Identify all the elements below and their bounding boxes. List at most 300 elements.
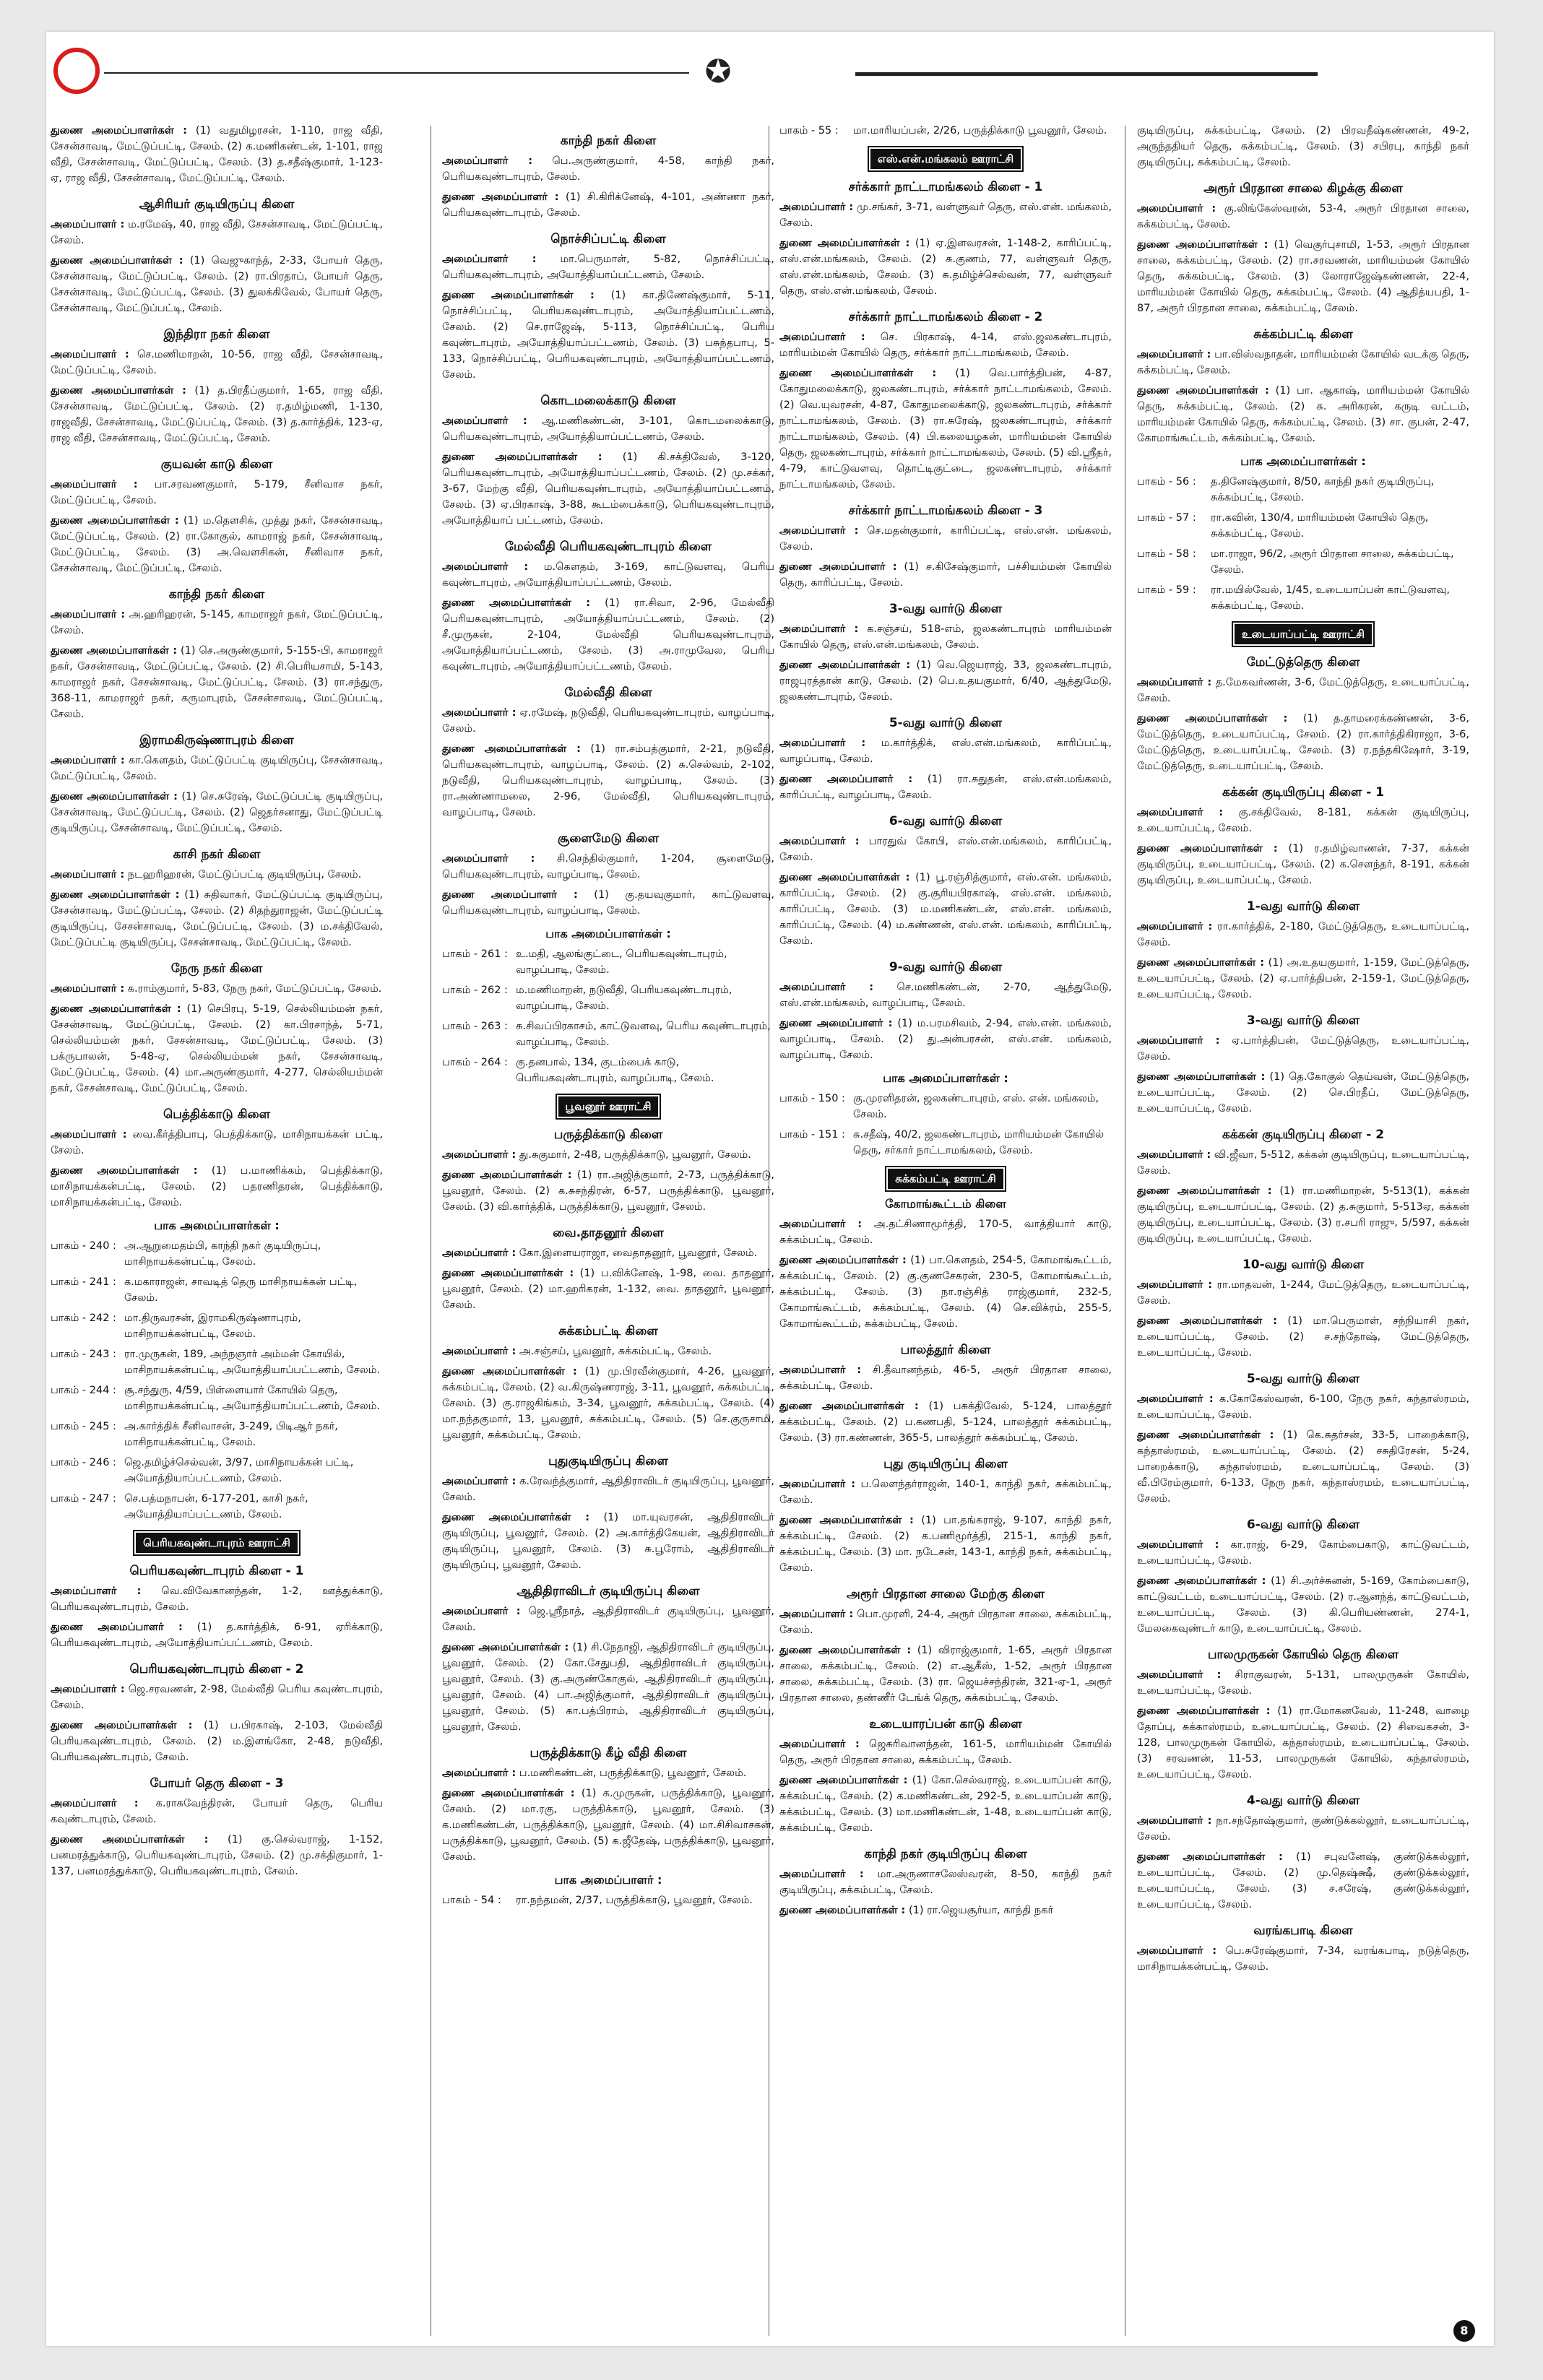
branch-heading: 5-வது வார்டு கிளை xyxy=(1246,1372,1360,1386)
member-entry xyxy=(1137,805,1469,836)
member-detail: வெ.விவேகானந்தன், 1-2, ஊத்துக்காடு, பெரியகவுண்டாபுரம், சேலம். xyxy=(51,1585,383,1613)
branch-heading: 6-வது வார்டு கிளை xyxy=(889,814,1003,828)
member-detail: (1) பா. ஆகாஷ், மாரியம்மன் கோயில் தெரு, சுக்கம்பட்டி, சேலம். (2) சு. அரிகரன், கருடி வட்டம், மாரியம்மன் கோயில் தெரு, சுக்கம்பட்டி, சேலம். (3) சா. குபன், 2-47, கோமாங்கூட்டம், சுக்கம்பட்டி, சேலம். xyxy=(1137,385,1469,444)
member-entry xyxy=(779,1773,1112,1836)
member-detail: (1) ம.பரமசிவம், 2-94, எஸ்.என். மங்கலம், வாழப்பாடி, சேலம். (2) து.அன்பரசன், எஸ்.என். மங்கலம், வாழப்பாடி, சேலம். xyxy=(779,1018,1112,1061)
member-entry xyxy=(51,513,383,576)
member-detail: (1) கி.சக்திவேல், 3-120, பெரியகவுண்டாபுரம், அயோத்தியாப்பட்டணம், சேலம். (2) மு.சக்கர், 3-67, மேற்கு வீதி, பெரியகவுண்டாபுரம், அயோத்தியாப்பட்டணம், சேலம். (3) ஏ.பிரகாஷ், 3-88, கூடம்பைக்காடு, பெரியகவுண்டாபுரம், அயோத்தியாப் பட்டணம், சேலம். xyxy=(442,451,774,527)
page-header xyxy=(46,32,1494,118)
booth-entry xyxy=(51,1238,383,1270)
member-entry xyxy=(1137,1813,1469,1845)
booth-detail: உ.மதி, ஆலங்குட்டை, பெரியகவுண்டாபுரம், வாழப்பாடி, சேலம். xyxy=(516,948,727,976)
member-detail: பெ.அருண்குமார், 4-58, காந்தி நகர், பெரியகவுண்டாபுரம், சேலம். xyxy=(442,155,774,183)
role-label: அமைப்பாளர் : xyxy=(51,219,125,230)
role-label: அமைப்பாளர் : xyxy=(442,155,532,167)
member-detail: பொ.முரளி, 24-4, அரூர் பிரதான சாலை, சுக்கம்பட்டி, சேலம். xyxy=(779,1609,1112,1636)
booth-label: பாகம் - 264 : xyxy=(442,1057,508,1068)
sub-heading: கோமாங்கூட்டம் கிளை xyxy=(885,1197,1006,1211)
role-label: துணை அமைப்பாளர்கள் : xyxy=(442,1512,589,1523)
branch-heading: பாலமுருகன் கோயில் தெரு கிளை xyxy=(1207,1648,1399,1662)
role-label: அமைப்பாளர் : xyxy=(1137,1539,1219,1551)
booth-detail: ஜெ.தமிழ்ச்செல்வன், 3/97, மாசிநாயக்கன் பட்டி, அயோத்தியாப்பட்டணம், சேலம். xyxy=(124,1457,354,1484)
booth-entry xyxy=(51,1419,383,1450)
member-detail: (1) ரா.ஜெயசூர்யா, காந்தி நகர் xyxy=(908,1905,1054,1916)
role-label: துணை அமைப்பாளர்கள் : xyxy=(442,1788,575,1799)
branch-heading: 9-வது வார்டு கிளை xyxy=(889,960,1003,974)
role-label: துணை அமைப்பாளர்கள் : xyxy=(51,1834,209,1845)
booth-label: பாகம் - 240 : xyxy=(51,1240,116,1252)
member-entry xyxy=(1137,347,1469,378)
booth-label: பாகம் - 59 : xyxy=(1137,584,1196,596)
booth-detail: ம.மணிமாறன், நடுவீதி, பெரியகவுண்டாபுரம், வாழப்பாடி, சேலம். xyxy=(516,985,732,1012)
member-detail: வி.ஜீவா, 5-512, கக்கன் குடியிருப்பு, உடையாப்பட்டி, சேலம். xyxy=(1137,1149,1469,1177)
branch-heading: பெத்திக்காடு கிளை xyxy=(163,1107,270,1122)
member-detail: (1) பா.கௌதம், 254-5, கோமாங்கூட்டம், சுக்கம்பட்டி, சேலம். (2) கு.குணசேகரன், 230-5, கோமாங்கூட்டம், சுக்கம்பட்டி, சேலம். (3) நா.ரஞ்சித் ராஜ்குமார், 232-5, கோமாங்கூட்டம், சுக்கம்பட்டி, சேலம். (4) செ.விக்ரம், 255-5, கோமாங்கூட்டம், சுக்கம்பட்டி, சேலம். xyxy=(779,1255,1112,1330)
member-entry xyxy=(779,199,1112,231)
member-entry xyxy=(1137,1427,1469,1507)
member-entry xyxy=(51,253,383,316)
role-label: துணை அமைப்பாளர்கள் : xyxy=(1137,1185,1272,1197)
booth-entry xyxy=(442,1892,774,1908)
role-label: அமைப்பாளர் : xyxy=(1137,203,1216,215)
member-entry xyxy=(779,1513,1112,1576)
role-label: துணை அமைப்பாளர்கள் : xyxy=(1137,1705,1271,1717)
booth-detail: ரா.முருகன், 189, அந்நஞார் அம்மன் கோயில், மாசிநாயக்கன்பட்டி, அயோத்தியாப்பட்டணம், சேலம். xyxy=(124,1349,380,1376)
branch-heading: மேல்வீதி பெரியகவுண்டாபுரம் கிளை xyxy=(504,540,712,554)
booth-detail: கு.தனபால், 134, குடம்பைக் காடு, பெரியகவுண்டாபுரம், வாழப்பாடி, சேலம். xyxy=(516,1057,714,1084)
role-label: அமைப்பாளர் : xyxy=(442,1346,517,1357)
member-entry xyxy=(1137,1391,1469,1423)
role-label: அமைப்பாளர் : xyxy=(51,1129,127,1141)
role-label: துணை அமைப்பாளர்கள் : xyxy=(51,385,186,397)
role-label: துணை அமைப்பாளர்கள் : xyxy=(1137,239,1268,251)
branch-heading: ஆசிரியர் குடியிருப்பு கிளை xyxy=(139,197,295,212)
booth-label: பாகம் - 241 : xyxy=(51,1276,116,1288)
member-entry xyxy=(1137,1183,1469,1247)
branch-heading: சூளைமேடு கிளை xyxy=(558,831,659,846)
role-label: அமைப்பாளர் : xyxy=(51,755,125,766)
member-detail: ஜெ.ஸ்ரீநாத், ஆதிதிராவிடர் குடியிருப்பு, பூவனூர், சேலம். xyxy=(442,1606,774,1633)
booth-entry xyxy=(442,946,774,978)
role-label: அமைப்பாளர் : xyxy=(51,609,126,620)
member-detail: (1) வெ.ஜெயராஜ், 33, ஜலகண்டாபுரம், ராஜபுரத்தான் காடு, சேலம். (2) பெ.உதயகுமார், 6/40, ஆத்துமேடு, ஜலகண்டாபுரம், சேலம். xyxy=(779,659,1112,703)
member-detail: (1) ரா.சிவா, 2-96, மேல்வீதி பெரியகவுண்டாபுரம், அயோத்தியாப்பட்டணம், சேலம். (2) சீ.முருகன், 2-104, மேல்வீதி பெரியகவுண்டாபுரம், அயோத்தியாப்பட்டணம், சேலம். (3) அ.ராமுவேல, பெரிய கவுண்டாபுரம், அயோத்தியாப்பட்டணம், சேலம். xyxy=(442,597,774,672)
branch-heading: மேட்டுத்தெரு கிளை xyxy=(1246,655,1360,670)
member-entry xyxy=(779,1866,1112,1898)
member-entry xyxy=(442,251,774,283)
booth-label: பாகம் - 263 : xyxy=(442,1021,508,1032)
role-label: அமைப்பாளர் : xyxy=(779,1869,864,1880)
member-detail: (1) த.தாமரைக்கண்ணன், 3-6, மேட்டுத்தெரு, உடையாப்பட்டி, சேலம். (2) ரா.கார்த்திகிராஜா, 3-6, மேட்டுத்தெரு, உடையாப்பட்டி, சேலம். (3) ர.நந்தகிஷோர், 3-19, மேட்டுத்தெரு, உடையாப்பட்டி, சேலம். xyxy=(1137,713,1469,772)
member-detail: (1) ம.தெளசிக், முத்து நகர், சேசன்சாவடி, மேட்டுப்பட்டி, சேலம். (2) ரா.கோகுல், காமராஜ் நகர், சேசன்சாவடி, மேட்டுப்பட்டி, சேலம். (3) அ.வெளசிகன், சீனிவாச நகர், சேசன்சாவடி, மேட்டுப்பட்டி, சேலம். xyxy=(51,515,383,574)
member-detail: ஏ.பார்த்திபன், மேட்டுத்தெரு, உடையாப்பட்டி, சேலம். xyxy=(1137,1035,1469,1063)
booth-entry xyxy=(51,1346,383,1378)
role-label: அமைப்பாளர் : xyxy=(442,1767,517,1779)
booth-label: பாகம் - 261 : xyxy=(442,948,508,960)
role-label: துணை அமைப்பாளர்கள் : xyxy=(51,255,183,267)
branch-heading: நொச்சிப்பட்டி கிளை xyxy=(550,232,666,246)
role-label: அமைப்பாளர் : xyxy=(442,1476,517,1487)
branch-heading: உடையாரப்பன் காடு கிளை xyxy=(869,1717,1022,1731)
branch-heading: குயவன் காடு கிளை xyxy=(160,457,273,472)
member-detail: பா.சரவணகுமார், 5-179, சீனிவாச நகர், மேட்டுப்பட்டி, சேலம். xyxy=(51,479,383,506)
role-label: அமைப்பாளர் : xyxy=(779,982,874,993)
branch-heading: பெரியகவுண்டாபுரம் கிளை - 2 xyxy=(129,1662,304,1676)
member-entry xyxy=(442,1765,774,1781)
booth-entry xyxy=(442,982,774,1014)
member-detail: (1) மா.யுவரசன், ஆதிதிராவிடர் குடியிருப்பு, பூவனூர், சேலம். (2) அ.கார்த்திகேயன், ஆதிதிராவிடர் குடியிருப்பு, பூவனூர், சேலம். (3) சு.பூரோம், ஆதிதிராவிடர் குடியிருப்பு, பூவனூர், சேலம். xyxy=(442,1512,774,1571)
role-label: அமைப்பாளர் : xyxy=(1137,1815,1212,1827)
member-detail: செ.மதன்குமார், காரிப்பட்டி, எஸ்.என். மங்கலம், சேலம். xyxy=(779,525,1112,553)
role-label: அமைப்பாளர் : xyxy=(1137,349,1211,360)
booth-entry xyxy=(779,1091,1112,1122)
member-detail: கா.ராஜ், 6-29, கோம்பைகாடு, காட்டுவட்டம், உடையாப்பட்டி, சேலம். xyxy=(1137,1539,1469,1567)
member-entry xyxy=(51,383,383,446)
member-entry xyxy=(442,705,774,737)
member-entry xyxy=(51,1682,383,1713)
role-label: துணை அமைப்பாளர்கள் : xyxy=(442,1366,577,1377)
role-label: அமைப்பாளர் : xyxy=(779,623,859,635)
member-detail: (1) செ.அருண்குமார், 5-155-பி, காமராஜர் நகர், சேசன்சாவடி, மேட்டுப்பட்டி, சேலம். (2) சி.பெரியசாமி, 5-143, காமராஜர் நகர், சேசன்சாவடி, மேட்டுப்பட்டி, சேலம். (3) ரா.சந்துரு, 368-11, காமராஜர் நகர், கருமாபுரம், சேசன்சாவடி, மேட்டுப்பட்டி, சேலம். xyxy=(51,645,383,720)
member-entry xyxy=(51,1796,383,1827)
booth-entry xyxy=(51,1382,383,1414)
member-entry xyxy=(442,153,774,185)
role-label: துணை அமைப்பாளர்கள் : xyxy=(51,1003,181,1015)
role-label: அமைப்பாளர் : xyxy=(779,1609,854,1620)
role-label: துணை அமைப்பாளர்கள் : xyxy=(779,1515,914,1526)
member-entry xyxy=(779,834,1112,865)
member-entry xyxy=(1137,1537,1469,1569)
member-detail: (1) விராஜ்குமார், 1-65, அரூர் பிரதான சாலை, சுக்கம்பட்டி, சேலம். (2) எ.ஆகீஸ், 1-52, அரூர் பிரதான சாலை, சுக்கம்பட்டி, சேலம். (3) ரா. ஜெயச்சந்திரன், 321-ஏ-1, அரூர் பிரதான சாலை, தண்ணீர் டேங்க் தெரு, சுக்கம்பட்டி, சேலம். xyxy=(779,1645,1112,1704)
role-label: துணை அமைப்பாளர்கள் : xyxy=(442,1268,574,1279)
role-label: துணை அமைப்பாளர்கள் : xyxy=(51,1165,198,1177)
booth-detail: மா.மாரியப்பன், 2/26, பருத்திக்காடு பூவனூர், சேலம். xyxy=(853,125,1107,137)
section-banner: சுக்கம்பட்டி ஊராட்சி xyxy=(888,1169,1003,1189)
member-detail: (1) சி.நேதாஜி, ஆதிதிராவிடர் குடியிருப்பு, பூவனூர், சேலம். (2) கோ.சேதுபதி, ஆதிதிராவிடர் குடியிருப்பு, பூவனூர், சேலம். (3) கு.அருண்கோகுல், ஆதிதிராவிடர் குடியிருப்பு, பூவனூர், சேலம். (4) பா.அஜித்குமார், ஆதிதிராவிடர் குடியிருப்பு, பூவனூர், சேலம். (5) கா.பத்பிராம், ஆதிதிராவிடர் குடியிருப்பு, பூவனூர், சேலம். xyxy=(442,1642,774,1733)
member-detail: (1) பசுக்திவேல், 5-124, பாலத்தூர் சுக்கம்பட்டி, சேலம். (2) ப.கணபதி, 5-124, பாலத்தூர் சுக்கம்பட்டி, சேலம். (3) ரா.கண்ணன், 365-5, பாலத்தூர் சுக்கம்பட்டி, சேலம். xyxy=(779,1401,1112,1444)
role-label: அமைப்பாளர் : xyxy=(442,707,517,719)
role-label: அமைப்பாளர் : xyxy=(51,869,125,880)
role-label: அமைப்பாளர் : xyxy=(779,1219,863,1230)
member-entry xyxy=(779,235,1112,299)
member-entry xyxy=(779,1903,1112,1918)
section-banner: பூவனூர் ஊராட்சி xyxy=(558,1096,659,1117)
booth-entry xyxy=(779,1127,1112,1159)
branch-heading: சுக்கம்பட்டி கிளை xyxy=(558,1324,658,1338)
member-detail: ப.மணிகண்டன், பருத்திக்காடு, பூவனூர், சேலம். xyxy=(519,1767,747,1779)
member-entry xyxy=(442,189,774,221)
booth-label: பாகம் - 244 : xyxy=(51,1385,116,1396)
sub-heading: பாக அமைப்பாளர்கள் : xyxy=(154,1219,280,1232)
member-entry xyxy=(51,607,383,639)
member-detail: க.ராம்குமார், 5-83, நேரு நகர், மேட்டுப்பட்டி, சேலம். xyxy=(127,983,382,995)
member-entry xyxy=(779,1398,1112,1446)
member-detail: (1) மா.பெருமாள், சந்நியாசி நகர், உடையாப்பட்டி, சேலம். (2) ச.சந்தோஷ், மேட்டுத்தெரு, உடையாப்பட்டி, சேலம். xyxy=(1137,1315,1469,1359)
role-label: அமைப்பாளர் : xyxy=(51,479,138,490)
branch-heading: ஆதிதிராவிடர் குடியிருப்பு கிளை xyxy=(517,1584,700,1598)
member-detail: (1) கு.தயவுகுமார், காட்டுவளவு, பெரியகவுண்டாபுரம், வாழப்பாடி, சேலம். xyxy=(442,889,774,917)
branch-heading: 1-வது வார்டு கிளை xyxy=(1246,899,1360,914)
member-entry xyxy=(1137,955,1469,1003)
member-entry xyxy=(51,981,383,997)
member-detail: ஜெ.சரவணன், 2-98, மேல்வீதி பெரிய கவுண்டாபுரம், சேலம். xyxy=(51,1684,383,1711)
member-detail: ஆ.மணிகண்டன், 3-101, கொடமலைக்காடு, பெரியகவுண்டாபுரம், அயோத்தியாப்பட்டணம், சேலம். xyxy=(442,415,774,443)
member-entry xyxy=(51,789,383,836)
role-label: அமைப்பாளர் : xyxy=(442,1247,517,1259)
booth-detail: க.மகாராஜன், சாவடித் தெரு மாசிநாயக்கன் பட்டி, சேலம். xyxy=(124,1276,358,1304)
role-label: அமைப்பாளர் : xyxy=(442,561,529,573)
member-detail: (1) ர.தமிழ்வாணன், 7-37, கக்கன் குடியிருப்பு, உடையாப்பட்டி, சேலம். (2) க.செளந்தர், 8-191, கக்கன் குடியிருப்பு, உடையாப்பட்டி, சேலம். xyxy=(1137,843,1469,886)
branch-heading: மேல்வீதி கிளை xyxy=(564,685,652,700)
booth-label: பாகம் - 262 : xyxy=(442,985,508,996)
role-label: அமைப்பாளர் : xyxy=(779,737,866,749)
member-detail: கு.லிங்கேஸ்வரன், 53-4, அரூர் பிரதான சாலை, சுக்கம்பட்டி, சேலம். xyxy=(1137,203,1469,230)
branch-heading: காந்தி நகர் குடியிருப்பு கிளை xyxy=(864,1847,1027,1861)
member-entry xyxy=(51,753,383,784)
member-entry xyxy=(779,771,1112,803)
member-entry xyxy=(51,867,383,883)
sub-heading: பாக அமைப்பாளர்கள் : xyxy=(1240,454,1366,468)
member-entry xyxy=(779,1476,1112,1508)
member-entry xyxy=(51,1127,383,1159)
branch-heading: பெரியகவுண்டாபுரம் கிளை - 1 xyxy=(129,1564,304,1578)
role-label: துணை அமைப்பாளர்கள் : xyxy=(1137,957,1265,969)
member-detail: சி.செந்தில்குமார், 1-204, சூளைமேடு, பெரியகவுண்டாபுரம், வாழப்பாடி, சேலம். xyxy=(442,853,774,880)
role-label: துணை அமைப்பாளர்கள் : xyxy=(442,1642,569,1653)
booth-detail: ரா.மயில்வேல், 1/45, உடையாப்பன் காட்டுவளவு, சுக்கம்பட்டி, சேலம். xyxy=(1211,584,1450,612)
role-label: அமைப்பாளர் : xyxy=(1137,1149,1211,1161)
member-detail: (1) கு.செல்வராஜ், 1-152, பனமரத்துக்காடு, பெரியகவுண்டாபுரம், சேலம். (2) மு.சக்திகுமார், 1-137, பனமரத்துக்காடு, பெரியகவுண்டாபுரம், சேலம். xyxy=(51,1834,383,1877)
member-entry xyxy=(1137,1069,1469,1117)
member-entry xyxy=(1137,1667,1469,1699)
member-entry xyxy=(442,449,774,529)
member-entry xyxy=(779,1736,1112,1768)
member-detail: (1) பா.தங்கராஜ், 9-107, காந்தி நகர், சுக்கம்பட்டி, சேலம். (2) க.பணிமூர்த்தி, 215-1, காந்தி நகர், சுக்கம்பட்டி, சேலம். (3) மா. நடேசன், 143-1, காந்தி நகர், சுக்கம்பட்டி, சேலம். xyxy=(779,1515,1112,1574)
role-label: அமைப்பாளர் : xyxy=(779,202,854,213)
role-label: துணை அமைப்பாளர்கள் : xyxy=(51,515,179,527)
branch-heading: பாலத்தூர் கிளை xyxy=(900,1343,991,1357)
booth-label: பாகம் - 56 : xyxy=(1137,476,1196,488)
page-number: 8 xyxy=(1453,2320,1475,2342)
branch-heading: சர்க்கார் நாட்டாமங்கலம் கிளை - 1 xyxy=(848,180,1043,194)
member-detail: ப.லௌந்தர்ராஜன், 140-1, காந்தி நகர், சுக்கம்பட்டி, சேலம். xyxy=(779,1479,1112,1506)
section-banner: பெரியகவுண்டாபுரம் ஊராட்சி xyxy=(136,1533,298,1553)
member-entry xyxy=(442,1510,774,1573)
branch-heading: சர்க்கார் நாட்டாமங்கலம் கிளை - 3 xyxy=(848,503,1043,518)
member-detail: சிராகுவரன், 5-131, பாலமுருகன் கோயில், உடையாப்பட்டி, சேலம். xyxy=(1137,1669,1469,1697)
booth-detail: மா.திருவரசன், இராமகிருஷ்ணாபுரம், மாசிநாயக்கன்பட்டி, சேலம். xyxy=(124,1312,301,1340)
member-detail: (1) க.முருகன், பருத்திக்காடு, பூவனூர், சேலம். (2) மா.ரகு, பருத்திக்காடு, பூவனூர், சேலம். (3) க.மணிகண்டன், பருத்திக்காடு, பூவனூர், சேலம். (4) மா.சிசிவாசகன், பருத்திக்காடு, பூவனூர், சேலம். (5) க.ஜீதேஷ், பருத்திக்காடு, பூவனூர், சேலம். xyxy=(442,1788,774,1863)
member-detail: ம.கௌதம், 3-169, காட்டுவளவு, பெரிய கவுண்டாபுரம், அயோத்தியாப்பட்டணம், சேலம். xyxy=(442,561,774,589)
member-detail: (1) வெ.பார்த்திபன், 4-87, கோதுமலைக்காடு, ஜலகண்டாபுரம், சர்க்கார் நாட்டாமங்கலம், சேலம். (2) வெ.யுவரசன், 4-87, கோதுமலைக்காடு, ஜலகண்டாபுரம், சர்க்கார் நாட்டாமங்கலம், சேலம். (3) ரா.சுரேஷ், ஜலகண்டாபுரம், சர்க்கார் நாட்டாமங்கலம், சேலம். (4) பி.கலையழகன், மாரியம்மன் கோயில் தெரு, ஜலகண்டாபுரம், சர்க்கார் நாட்டாமங்கலம், சேலம். (5) வி.ஸ்ரீதர், 4-79, காட்டுவளவு, தொட்டிகுட்டை, ஜலகண்டாபுரம், சர்க்கார் நாட்டாமங்கலம், சேலம். xyxy=(779,368,1112,490)
role-label: துணை அமைப்பாளர்கள் : xyxy=(1137,385,1269,397)
role-label: அமைப்பாளர் : xyxy=(1137,1393,1214,1405)
booth-entry xyxy=(1137,546,1469,578)
member-detail: நடஹரிஹரன், மேட்டுப்பட்டி குடியிருப்பு, சேலம். xyxy=(127,869,362,880)
member-detail: (1) அ.உதயகுமார், 1-159, மேட்டுத்தெரு, உடையாப்பட்டி, சேலம். (2) ஏ.பார்த்திபன், 2-159-1, மேட்டுத்தெரு, உடையாப்பட்டி, சேலம். xyxy=(1137,957,1469,1000)
member-detail: க.சஞ்சய், 518-எம், ஜலகண்டாபுரம் மாரியம்மன் கோயில் தெரு, எஸ்.என்.மங்கலம், சேலம். xyxy=(779,623,1112,651)
member-entry xyxy=(1137,1849,1469,1913)
branch-heading: இந்திரா நகர் கிளை xyxy=(163,327,270,342)
member-entry xyxy=(779,1643,1112,1706)
role-label: துணை அமைப்பாளர்கள் : xyxy=(779,659,911,671)
member-detail: (1) த.பிரதீப்குமார், 1-65, ராஜ வீதி, சேசன்சாவடி, மேட்டுப்பட்டி, சேலம். (2) ர.தமிழ்மணி, 1-130, ராஜவீதி, சேசன்சாவடி, மேட்டுப்பட்டி, சேலம். (3) த.கார்த்திக், 123-ஏ, ராஜ வீதி, சேசன்சாவடி, மேட்டுப்பட்டி, சேலம். xyxy=(51,385,383,444)
role-label: அமைப்பாளர் : xyxy=(779,1479,856,1490)
member-entry xyxy=(442,1343,774,1359)
member-detail: க.ராசுவேந்திரன், போயர் தெரு, பெரிய கவுண்டாபுரம், சேலம். xyxy=(51,1798,383,1825)
role-label: துணை அமைப்பாளர் : xyxy=(442,191,559,203)
member-detail: பாரதுவ் கோபி, எஸ்.என்.மங்கலம், காரிப்பட்டி, சேலம். xyxy=(779,836,1112,863)
member-detail: செ.மணிகண்டன், 2-70, ஆத்துமேடு, எஸ்.என்.மங்கலம், வாழப்பாடி, சேலம். xyxy=(779,982,1112,1009)
booth-label: பாகம் - 150 : xyxy=(779,1093,845,1104)
branch-heading: வை.தாதனூர் கிளை xyxy=(553,1226,664,1240)
member-entry xyxy=(442,1147,774,1163)
member-entry xyxy=(779,735,1112,767)
section-banner: எஸ்.என்.மங்கலம் ஊராட்சி xyxy=(870,149,1021,169)
branch-heading: காந்தி நகர் கிளை xyxy=(168,587,265,602)
member-entry xyxy=(442,1474,774,1505)
role-label: அமைப்பாளர் : xyxy=(442,254,537,265)
member-entry xyxy=(51,887,383,951)
member-detail: ரா.மாதவன், 1-244, மேட்டுத்தெரு, உடையாப்பட்டி, சேலம். xyxy=(1137,1279,1469,1307)
role-label: அமைப்பாளர் : xyxy=(51,983,125,995)
member-entry xyxy=(779,559,1112,591)
role-label: அமைப்பாளர் : xyxy=(51,349,129,360)
text-column-4 xyxy=(1137,123,1469,2326)
member-entry xyxy=(1137,1573,1469,1637)
branch-heading: 5-வது வார்டு கிளை xyxy=(889,716,1003,730)
booth-entry xyxy=(779,123,1112,139)
booth-label: பாகம் - 246 : xyxy=(51,1457,116,1468)
role-label: துணை அமைப்பாளர்கள் : xyxy=(442,1169,572,1181)
booth-entry xyxy=(442,1055,774,1086)
member-entry xyxy=(442,851,774,883)
member-detail: து.சுகுமார், 2-48, பருத்திக்காடு, பூவனூர், சேலம். xyxy=(519,1149,751,1161)
role-label: துணை அமைப்பாளர்கள் : xyxy=(1137,1315,1277,1327)
member-detail: கோ.இளையராஜா, வைதாதனூர், பூவனூர், சேலம். xyxy=(519,1247,758,1259)
member-entry xyxy=(779,1606,1112,1638)
member-entry xyxy=(442,1245,774,1261)
booth-detail: சு.சதீஷ், 40/2, ஜலகண்டாபுரம், மாரியம்மன் கோயில் தெரு, சர்கார் நாட்டாமங்கலம், சேலம். xyxy=(853,1129,1105,1156)
text-column-2 xyxy=(442,123,774,2326)
branch-heading: இராமகிருஷ்ணாபுரம் கிளை xyxy=(139,733,294,748)
branch-heading: 3-வது வார்டு கிளை xyxy=(1246,1013,1360,1028)
member-detail: ஏ.ரமேஷ், நடுவீதி, பெரியகவுண்டாபுரம், வாழப்பாடி, சேலம். xyxy=(442,707,774,735)
member-entry xyxy=(779,657,1112,705)
member-detail: சி.தீவானந்தம், 46-5, அரூர் பிரதான சாலை, சுக்கம்பட்டி, சேலம். xyxy=(779,1364,1112,1392)
role-label: துணை அமைப்பாளர் : xyxy=(51,1622,183,1633)
member-detail: கு.சக்திவேல், 8-181, கக்கன் குடியிருப்பு, உடையாப்பட்டி, சேலம். xyxy=(1137,807,1469,834)
role-label: அமைப்பாளர் : xyxy=(1137,807,1224,818)
member-detail: (1) வதுமிழரசன், 1-110, ராஜ வீதி, சேசன்சாவடி, மேட்டுப்பட்டி, சேலம். (2) க.மணிகண்டன், 1-101, ராஜ வீதி, சேசன்சாவடி, மேட்டுப்பட்டி, சேலம். (3) த.சதீஷ்குமார், 1-123-ஏ, ராஜ வீதி, சேசன்சாவடி, மேட்டுப்பட்டி, சேலம். xyxy=(51,125,383,184)
booth-entry xyxy=(1137,510,1469,542)
role-label: துணை அமைப்பாளர்கள் : xyxy=(779,1645,912,1656)
member-entry xyxy=(1137,123,1469,170)
member-detail: (1) வெஜுகாந்த், 2-33, போயர் தெரு, சேசன்சாவடி, மேட்டுப்பட்டி, சேலம். (2) ரா.பிரதாப், போயர் தெரு, சேசன்சாவடி, மேட்டுப்பட்டி, சேலம். (3) துலக்கிவேல், போயர் தெரு, சேசன்சாவடி, மேட்டுப்பட்டி, சேலம். xyxy=(51,255,383,314)
member-entry xyxy=(442,595,774,675)
member-detail: (1) ப.பிரகாஷ், 2-103, மேல்வீதி பெரியகவுண்டாபுரம், சேலம். (2) ம.இளங்கோ, 2-48, நடுவீதி, பெரியகவுண்டாபுரம், சேலம். xyxy=(51,1720,383,1763)
booth-detail: சு.சிவப்பிரகாசம், காட்டுவளவு, பெரிய கவுண்டாபுரம், வாழப்பாடி, சேலம். xyxy=(516,1021,771,1048)
member-detail: (1) மு.பிரவீன்குமார், 4-26, பூவனூர், சுக்கம்பட்டி, சேலம். (2) வ.கிருஷ்ணராஜ், 3-11, பூவனூர், சுக்கம்பட்டி, சேலம். (3) கு.ராஜகிங்கம், 3-34, பூவனூர், சுக்கம்பட்டி, சேலம். (4) மா.நந்தகுமார், 13, பூவனூர், சுக்கம்பட்டி, சேலம். (5) செ.குருசாமி, பூவனூர், சுக்கம்பட்டி, சேலம். xyxy=(442,1366,774,1441)
member-detail: (1) வெகுர்புசாமி, 1-53, அரூர் பிரதான சாலை, சுக்கம்பட்டி, சேலம். (2) ரா.சரவணன், மாரியம்மன் கோயில் தெரு, சுக்கம்பட்டி, சேலம். (3) லோராஜேஷ்கண்ணன், 22-4, மாரியம்மன் கோயில் தெரு, சுக்கம்பட்டி, சேலம். (4) ஆதித்யபதி, 1-87, அரூர் பிரதான சாலை, சுக்கம்பட்டி, சேலம். xyxy=(1137,239,1469,314)
branch-heading: கக்கன் குடியிருப்பு கிளை - 2 xyxy=(1222,1128,1385,1142)
booth-entry xyxy=(51,1310,383,1342)
member-entry xyxy=(779,1362,1112,1394)
member-entry xyxy=(779,365,1112,493)
member-entry xyxy=(1137,1313,1469,1361)
member-detail: ஜெசுரிவானந்தன், 161-5, மாரியம்மன் கோயில் தெரு, அரூர் பிரதான சாலை, சுக்கம்பட்டி, சேலம். xyxy=(779,1739,1112,1766)
member-entry xyxy=(51,1163,383,1211)
branch-heading: பருத்திக்காடு கிளை xyxy=(553,1128,663,1142)
member-entry xyxy=(1137,1033,1469,1065)
member-entry xyxy=(1137,383,1469,446)
role-label: அமைப்பாளர் : xyxy=(779,525,859,537)
role-label: துணை அமைப்பாளர்கள் : xyxy=(1137,843,1278,854)
member-entry xyxy=(442,1364,774,1443)
role-label: துணை அமைப்பாளர்கள் : xyxy=(442,597,591,609)
member-entry xyxy=(51,347,383,378)
member-detail: (1) கெ.சுதர்சன், 33-5, பாறைக்காடு, கந்தாஸ்ரமம், உடையாப்பட்டி, சேலம். (2) சசுதிரேசன், 5-24, பாறைக்காடு, கந்தாஸ்ரமம், உடையாப்பட்டி, சேலம். (3) வீ.பிரேம்குமார், 6-133, நேரு நகர், கந்தாஸ்ரமம், உடையாப்பட்டி, சேலம். xyxy=(1137,1429,1469,1505)
member-entry xyxy=(1137,711,1469,774)
member-detail: (1) சி.கிரிக்னேஷ், 4-101, அண்ணா நகர், பெரியகவுண்டாபுரம், சேலம். xyxy=(442,191,774,219)
role-label: துணை அமைப்பாளர்கள் : xyxy=(779,1775,908,1786)
member-entry xyxy=(51,1583,383,1615)
role-label: துணை அமைப்பாளர்கள் : xyxy=(51,1720,193,1731)
red-circle-logo xyxy=(53,48,100,94)
member-entry xyxy=(1137,201,1469,233)
role-label: துணை அமைப்பாளர்கள் : xyxy=(779,368,937,379)
member-detail: அ.சஞ்சய், பூவனூர், சுக்கம்பட்டி, சேலம். xyxy=(519,1346,712,1357)
branch-heading: அரூர் பிரதான சாலை மேற்கு கிளை xyxy=(846,1587,1045,1601)
member-entry xyxy=(779,329,1112,361)
role-label: துணை அமைப்பாளர்கள் : xyxy=(51,645,178,657)
booth-detail: சூ.சந்துரு, 4/59, பிள்ளையார் கோயில் தெரு, மாசிநாயக்கன்பட்டி, அயோத்தியாப்பட்டணம், சேலம். xyxy=(124,1385,380,1412)
role-label: அமைப்பாளர் : xyxy=(51,1798,139,1809)
text-column-1 xyxy=(51,123,383,2326)
newspaper-page xyxy=(46,32,1494,2346)
member-detail: (1) பூ.ரஞ்சித்குமார், எஸ்.என். மங்கலம், காரிப்பட்டி, சேலம். (2) கு.சூரியபிரகாஷ், எஸ்.என். மங்கலம், காரிப்பட்டி, சேலம். (3) ம.மணிகண்டன், எஸ்.என். மங்கலம், காரிப்பட்டி, சேலம். (4) ம.கண்ணன், எஸ்.என். மங்கலம், காரிப்பட்டி, சேலம். xyxy=(779,872,1112,947)
branch-heading: 10-வது வார்டு கிளை xyxy=(1242,1258,1365,1272)
branch-heading: கொடமலைக்காடு கிளை xyxy=(540,394,676,408)
member-detail: (1) கோ.செல்வராஜ், உடையாப்பன் காடு, சுக்கம்பட்டி, சேலம். (2) க.மணிகண்டன், 292-5, உடையாப்பன் காடு, சுக்கம்பட்டி, சேலம். (3) மா.மணிகண்டன், 1-48, உடையாப்பன் காடு, சுக்கம்பட்டி, சேலம். xyxy=(779,1775,1112,1834)
member-entry xyxy=(442,413,774,445)
member-entry xyxy=(51,477,383,509)
member-detail: கா.கௌதம், மேட்டுப்பட்டி குடியிருப்பு, சேசன்சாவடி, மேட்டுப்பட்டி, சேலம். xyxy=(51,755,383,782)
role-label: துணை அமைப்பாளர்கள் : xyxy=(442,451,602,463)
branch-heading: சர்க்கார் நாட்டாமங்கலம் கிளை - 2 xyxy=(848,310,1043,324)
branch-heading: வரங்கபாடி கிளை xyxy=(1253,1924,1353,1938)
role-label: அமைப்பாளர் : xyxy=(779,1364,862,1376)
member-detail: (1) செ.சுரேஷ், மேட்டுப்பட்டி குடியிருப்பு, சேசன்சாவடி, மேட்டுப்பட்டி, சேலம். (2) ஜெதர்சனாது, மேட்டுப்பட்டி குடியிருப்பு, சேசன்சாவடி, மேட்டுப்பட்டி, சேலம். xyxy=(51,791,383,834)
sub-heading: பாக அமைப்பாளர்கள் : xyxy=(883,1071,1008,1085)
role-label: அமைப்பாளர் : xyxy=(442,1149,517,1161)
booth-label: பாகம் - 242 : xyxy=(51,1312,116,1324)
section-banner: உடையாப்பட்டி ஊராட்சி xyxy=(1235,624,1372,644)
role-label: அமைப்பாளர் : xyxy=(51,1684,125,1695)
member-detail: பெ.சுரேஷ்குமார், 7-34, வரங்கபாடி, நடுத்தெரு, மாசிநாயக்கன்பட்டி, சேலம். xyxy=(1137,1945,1469,1973)
role-label: அமைப்பாளர் : xyxy=(1137,1035,1220,1047)
role-label: அமைப்பாளர் : xyxy=(1137,677,1212,688)
member-entry xyxy=(779,523,1112,555)
member-entry xyxy=(1137,675,1469,706)
role-label: அமைப்பாளர் : xyxy=(779,332,865,343)
member-detail: செ. பிரகாஷ், 4-14, எஸ்.ஜலகண்டாபுரம், மாரியம்மன் கோயில் தெரு, சர்க்கார் நாட்டாமங்கலம், சேலம். xyxy=(779,332,1112,359)
branch-heading: போயர் தெரு கிளை - 3 xyxy=(150,1776,284,1791)
member-detail: (1) ரா.மோகனவேல், 11-248, வாழை தோப்பு, சுக்காஸ்ரமம், உடையாப்பட்டி, சேலம். (2) சிவைகசன், 3-128, பாலமுருகன் கோயில், கந்தாஸ்ரமம், உடையாப்பட்டி, சேலம். (3) சரவணன், 11-53, பாலமுருகன் கோயில், கந்தாஸ்ரமம், உடையாப்பட்டி, சேலம். xyxy=(1137,1705,1469,1780)
role-label: துணை அமைப்பாளர்கள் : xyxy=(1137,713,1288,724)
branch-heading: 3-வது வார்டு கிளை xyxy=(889,602,1003,616)
member-entry xyxy=(442,1786,774,1865)
